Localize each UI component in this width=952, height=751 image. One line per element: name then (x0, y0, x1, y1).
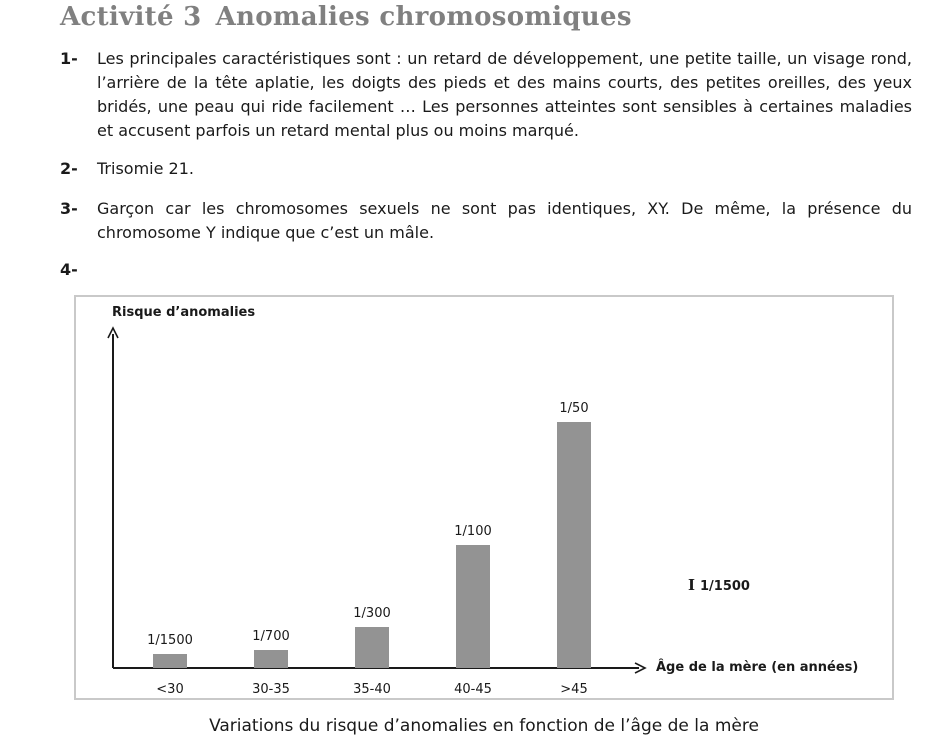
bar (557, 422, 591, 668)
scale-label: 1/1500 (700, 579, 750, 594)
bar-value-label: 1/1500 (147, 633, 193, 648)
x-tick-label: 40-45 (454, 682, 492, 697)
x-tick-label: 35-40 (353, 682, 391, 697)
bar (254, 650, 288, 668)
bar-value-label: 1/300 (353, 606, 391, 621)
bar (355, 627, 389, 668)
answer-number: 4- (60, 260, 78, 279)
bar-value-label: 1/100 (454, 524, 492, 539)
bar-value-label: 1/50 (559, 401, 589, 416)
answer-text: Les principales caractéristiques sont : un retard de développement, une petite taille, un visage rond, l’arrière de la tête aplatie, les doigts des pieds et des mains courts, des petites oreilles, des yeux bridés, une peau qui ride facilement … Les personnes atteintes sont sensibles à certaines maladies et accusent parfois un retard mental plus ou moins marqué. (97, 49, 912, 140)
x-tick-label: <30 (156, 682, 184, 697)
activity-heading: Anomalies chromosomiques (215, 2, 632, 32)
scale-legend (688, 576, 750, 594)
activity-number: Activité 3 (60, 2, 202, 32)
answer-number: 3- (60, 199, 78, 218)
y-axis-label: Risque d’anomalies (112, 305, 256, 320)
bar (153, 654, 187, 668)
x-tick-label: >45 (560, 682, 588, 697)
bar-value-label: 1/700 (252, 629, 290, 644)
answer-number: 1- (60, 49, 78, 68)
answer-text: Trisomie 21. (97, 159, 194, 178)
x-axis-label: Âge de la mère (en années) (656, 660, 859, 675)
answer-text: Garçon car les chromosomes sexuels ne sont pas identiques, XY. De même, la présence du chromosome Y indique que c’est un mâle. (97, 199, 912, 242)
chart-caption: Variations du risque d’anomalies en fonction de l’âge de la mère (209, 716, 759, 736)
x-tick-label: 30-35 (252, 682, 290, 697)
bar (456, 545, 490, 668)
answer-number: 2- (60, 159, 78, 178)
scale-symbol: I (688, 576, 696, 594)
